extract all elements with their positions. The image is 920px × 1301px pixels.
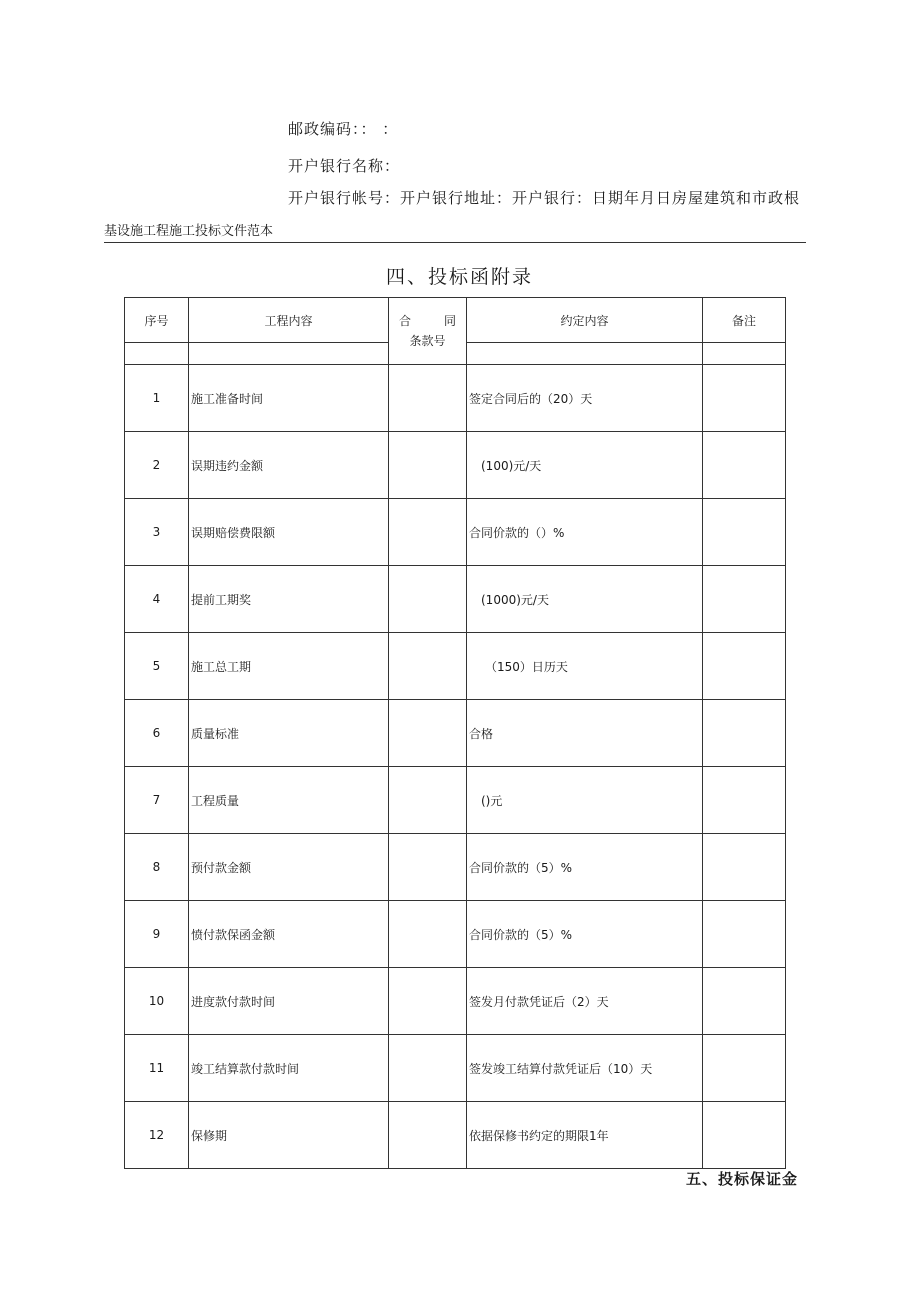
next-section-title: 五、投标保证金 — [686, 1170, 799, 1188]
row-no: 4 — [125, 566, 189, 633]
row-no: 12 — [125, 1102, 189, 1169]
table-row — [125, 365, 786, 432]
row-clause — [389, 1035, 467, 1102]
row-item: 预付款金额 — [189, 834, 389, 901]
row-remarks — [703, 365, 786, 432]
row-no: 2 — [125, 432, 189, 499]
row-item: 施工总工期 — [189, 633, 389, 700]
header-divider — [104, 242, 806, 243]
row-no: 7 — [125, 767, 189, 834]
row-no: 5 — [125, 633, 189, 700]
bank-name-line: 开户银行名称： — [288, 157, 401, 175]
row-clause — [389, 633, 467, 700]
table-row — [125, 834, 786, 901]
header-clause-bottom: 条款号 — [409, 334, 446, 348]
row-clause — [389, 365, 467, 432]
row-item: 质量标准 — [189, 700, 389, 767]
row-no: 8 — [125, 834, 189, 901]
table-header-row — [125, 298, 786, 343]
table-row — [125, 566, 786, 633]
header-remarks: 备注 — [703, 298, 786, 343]
row-item: 提前工期奖 — [189, 566, 389, 633]
row-terms: 合同价款的（）% — [467, 499, 703, 566]
row-no: 3 — [125, 499, 189, 566]
row-item: 保修期 — [189, 1102, 389, 1169]
row-remarks — [703, 633, 786, 700]
row-clause — [389, 767, 467, 834]
row-item: 误期违约金额 — [189, 432, 389, 499]
appendix-table — [124, 297, 786, 1169]
row-remarks — [703, 566, 786, 633]
row-item: 施工准备时间 — [189, 365, 389, 432]
row-clause — [389, 700, 467, 767]
table-row — [125, 700, 786, 767]
row-clause — [389, 432, 467, 499]
row-item: 工程质量 — [189, 767, 389, 834]
header-item: 工程内容 — [189, 298, 389, 343]
row-no: 11 — [125, 1035, 189, 1102]
table-row — [125, 1035, 786, 1102]
row-remarks — [703, 968, 786, 1035]
row-terms: 合同价款的（5）% — [467, 901, 703, 968]
row-terms: (1000)元/天 — [467, 566, 703, 633]
row-terms: (100)元/天 — [467, 432, 703, 499]
row-terms: （150）日历天 — [467, 633, 703, 700]
row-no: 10 — [125, 968, 189, 1035]
table-row — [125, 901, 786, 968]
row-clause — [389, 901, 467, 968]
row-clause — [389, 566, 467, 633]
row-remarks — [703, 767, 786, 834]
bank-info-line: 开户银行帐号：开户银行地址：开户银行：日期年月日房屋建筑和市政根 — [288, 189, 801, 207]
row-terms: 签发月付款凭证后（2）天 — [467, 968, 703, 1035]
header-no: 序号 — [125, 298, 189, 343]
header-clause-top-right: 同 — [443, 314, 456, 328]
row-terms: 合同价款的（5）% — [467, 834, 703, 901]
document-meta: 基设施工程施工投标文件范本 — [104, 224, 274, 239]
row-remarks — [703, 1102, 786, 1169]
row-clause — [389, 968, 467, 1035]
row-clause — [389, 1102, 467, 1169]
row-terms: 依据保修书约定的期限1年 — [467, 1102, 703, 1169]
header-terms: 约定内容 — [467, 298, 703, 343]
row-remarks — [703, 901, 786, 968]
section-title: 四、投标函附录 — [386, 266, 534, 288]
row-no: 9 — [125, 901, 189, 968]
row-remarks — [703, 499, 786, 566]
row-no: 6 — [125, 700, 189, 767]
row-remarks — [703, 432, 786, 499]
row-no: 1 — [125, 365, 189, 432]
table-row — [125, 767, 786, 834]
table-row — [125, 432, 786, 499]
row-clause — [389, 834, 467, 901]
row-terms: ()元 — [467, 767, 703, 834]
row-item: 进度款付款时间 — [189, 968, 389, 1035]
row-item: 竣工结算款付款时间 — [189, 1035, 389, 1102]
row-terms: 签发竣工结算付款凭证后（10）天 — [467, 1035, 703, 1102]
row-clause — [389, 499, 467, 566]
row-terms: 签定合同后的（20）天 — [467, 365, 703, 432]
row-item: 误期赔偿费限额 — [189, 499, 389, 566]
row-remarks — [703, 1035, 786, 1102]
header-clause — [389, 298, 467, 365]
table-row — [125, 1102, 786, 1169]
table-row — [125, 633, 786, 700]
table-row — [125, 499, 786, 566]
row-remarks — [703, 834, 786, 901]
header-clause-top-left: 合 — [399, 314, 412, 328]
row-terms: 合格 — [467, 700, 703, 767]
row-item: 愤付款保函金额 — [189, 901, 389, 968]
postcode-line: 邮政编码：： ： — [288, 120, 399, 138]
table-row — [125, 968, 786, 1035]
row-remarks — [703, 700, 786, 767]
